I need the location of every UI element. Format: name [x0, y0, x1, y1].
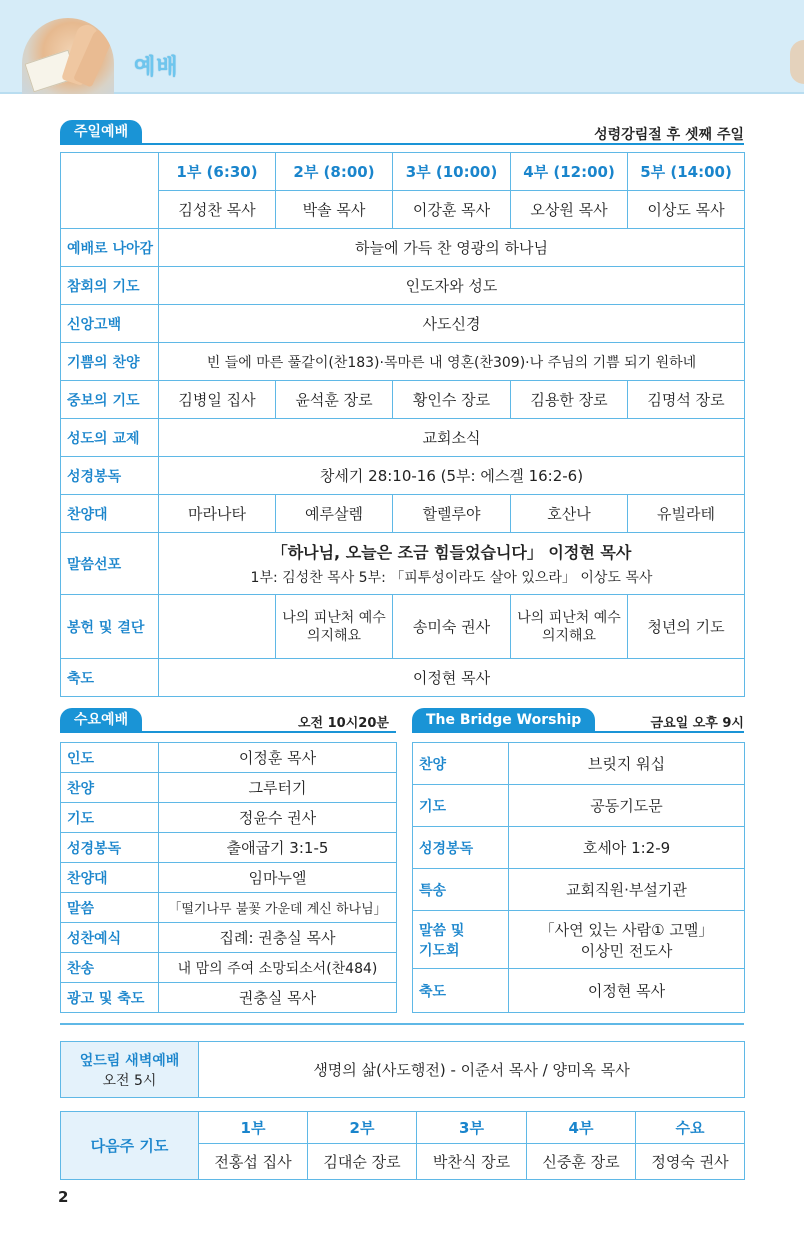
header-blank-cell [61, 153, 159, 229]
wed-label-8: 광고 및 축도 [61, 983, 159, 1013]
wed-value-0: 이정훈 목사 [159, 743, 397, 773]
fellowship-label: 성도의 교제 [61, 419, 159, 457]
fellowship-value: 교회소식 [159, 419, 745, 457]
wed-value-2: 정윤수 권사 [159, 803, 397, 833]
choir-3: 할렐루야 [393, 495, 511, 533]
confession-value: 인도자와 성도 [159, 267, 745, 305]
bridge-value-1: 공동기도문 [509, 785, 745, 827]
offering-label: 봉헌 및 결단 [61, 595, 159, 659]
pastor-1: 김성찬 목사 [159, 191, 276, 229]
bridge-label-5: 축도 [413, 969, 509, 1013]
next-prayer-name-5: 정영숙 권사 [636, 1144, 745, 1180]
wed-value-6: 집례: 권충실 목사 [159, 923, 397, 953]
dawn-table [60, 1041, 745, 1098]
next-prayer-name-3: 박찬식 장로 [417, 1144, 527, 1180]
pastor-4: 오상원 목사 [511, 191, 628, 229]
offering-1 [159, 595, 276, 659]
wednesday-time: 오전 10시20분 [298, 716, 389, 731]
next-prayer-header-1: 1부 [199, 1112, 308, 1144]
bridge-label-4-bottom: 기도회 [419, 942, 460, 959]
intercession-2: 윤석훈 장로 [276, 381, 393, 419]
header-banner [0, 0, 804, 94]
next-prayer-label: 다음주 기도 [61, 1112, 199, 1180]
wed-value-1: 그루터기 [159, 773, 397, 803]
choir-5: 유빌라테 [628, 495, 745, 533]
wednesday-tab-line [60, 731, 396, 733]
wed-label-6: 성찬예식 [61, 923, 159, 953]
bridge-label-4-top: 말씀 및 [419, 922, 465, 939]
wed-label-2: 기도 [61, 803, 159, 833]
wed-value-8: 권충실 목사 [159, 983, 397, 1013]
offering-5: 청년의 기도 [628, 595, 745, 659]
praise-value: 빈 들에 마른 풀같이(찬183)·목마른 내 영혼(찬309)·나 주님의 기쁨 되기 원하네 [159, 343, 745, 381]
offering-4: 나의 피난처 예수 의지해요 [511, 595, 628, 659]
dawn-title: 엎드림 새벽예배 [79, 1052, 180, 1069]
bridge-label-1: 기도 [413, 785, 509, 827]
dawn-value: 생명의 삶(사도행전) - 이준서 목사 / 양미옥 목사 [199, 1042, 745, 1098]
bridge-time: 금요일 오후 9시 [650, 716, 744, 731]
sermon-label: 말씀선포 [61, 533, 159, 595]
sermon-sub: 1부: 김성찬 목사 5부: 「피투성이라도 살아 있으라」 이상도 목사 [250, 570, 653, 586]
dawn-time: 오전 5시 [102, 1072, 157, 1089]
choir-2: 예루살렘 [276, 495, 393, 533]
page-title: 예배 [134, 55, 179, 80]
intercession-5: 김명석 장로 [628, 381, 745, 419]
wed-label-7: 찬송 [61, 953, 159, 983]
benediction-value: 이정현 목사 [159, 659, 745, 697]
bridge-tab: The Bridge Worship [412, 708, 595, 732]
wed-label-5: 말씀 [61, 893, 159, 923]
choir-label: 찬양대 [61, 495, 159, 533]
entrance-value: 하늘에 가득 찬 영광의 하나님 [159, 229, 745, 267]
bridge-label-0: 찬양 [413, 743, 509, 785]
choir-1: 마라나타 [159, 495, 276, 533]
confession-label: 참회의 기도 [61, 267, 159, 305]
intercession-4: 김용한 장로 [511, 381, 628, 419]
intercession-1: 김병일 집사 [159, 381, 276, 419]
entrance-label: 예배로 나아감 [61, 229, 159, 267]
praying-hands-image [22, 18, 114, 94]
next-prayer-header-2: 2부 [308, 1112, 417, 1144]
offering-2: 나의 피난처 예수 의지해요 [276, 595, 393, 659]
wed-label-4: 찬양대 [61, 863, 159, 893]
next-prayer-name-2: 김대순 장로 [308, 1144, 417, 1180]
bridge-label-3: 특송 [413, 869, 509, 911]
bridge-value-0: 브릿지 워십 [509, 743, 745, 785]
pastor-5: 이상도 목사 [628, 191, 745, 229]
service-1-header: 1부 (6:30) [159, 153, 276, 191]
service-4-header: 4부 (12:00) [511, 153, 628, 191]
sunday-table [60, 152, 745, 697]
creed-label: 신앙고백 [61, 305, 159, 343]
sunday-tab: 주일예배 [60, 120, 142, 144]
service-5-header: 5부 (14:00) [628, 153, 745, 191]
dawn-label-cell [61, 1042, 199, 1098]
sermon-cell [159, 533, 745, 595]
praise-label: 기쁨의 찬양 [61, 343, 159, 381]
sermon-main: 「하나님, 오늘은 조금 힘들었습니다」 이정현 목사 [271, 543, 632, 562]
next-prayer-header-3: 3부 [417, 1112, 527, 1144]
bridge-value-4-top: 「사연 있는 사람① 고멜」 [539, 920, 714, 939]
service-3-header: 3부 (10:00) [393, 153, 511, 191]
bridge-value-2: 호세아 1:2-9 [509, 827, 745, 869]
next-prayer-header-4: 4부 [527, 1112, 636, 1144]
bridge-table [412, 742, 745, 1013]
bridge-value-4-bottom: 이상민 전도사 [580, 941, 673, 960]
sunday-subtitle: 성령강림절 후 셋째 주일 [594, 127, 744, 143]
wed-label-1: 찬양 [61, 773, 159, 803]
pastor-2: 박솔 목사 [276, 191, 393, 229]
page-number: 2 [58, 1188, 69, 1206]
wed-value-7: 내 맘의 주여 소망되소서(찬484) [159, 953, 397, 983]
bridge-value-5: 이정현 목사 [509, 969, 745, 1013]
intercession-label: 중보의 기도 [61, 381, 159, 419]
wednesday-table [60, 742, 397, 1013]
bridge-label-2: 성경봉독 [413, 827, 509, 869]
creed-value: 사도신경 [159, 305, 745, 343]
pastor-3: 이강훈 목사 [393, 191, 511, 229]
next-prayer-table [60, 1111, 745, 1180]
reading-value: 창세기 28:10-16 (5부: 에스겔 16:2-6) [159, 457, 745, 495]
next-prayer-header-5: 수요 [636, 1112, 745, 1144]
wed-label-0: 인도 [61, 743, 159, 773]
wednesday-tab: 수요예배 [60, 708, 142, 732]
next-prayer-name-4: 신중훈 장로 [527, 1144, 636, 1180]
offering-3: 송미숙 권사 [393, 595, 511, 659]
wed-value-4: 임마누엘 [159, 863, 397, 893]
bridge-label-4 [413, 911, 509, 969]
intercession-3: 황인수 장로 [393, 381, 511, 419]
wed-value-3: 출애굽기 3:1-5 [159, 833, 397, 863]
choir-4: 호산나 [511, 495, 628, 533]
benediction-label: 축도 [61, 659, 159, 697]
wed-value-5: 「떨기나무 불꽃 가운데 계신 하나님」 [159, 893, 397, 923]
next-prayer-name-1: 전홍섭 집사 [199, 1144, 308, 1180]
section-divider [60, 1023, 744, 1025]
reading-label: 성경봉독 [61, 457, 159, 495]
service-2-header: 2부 (8:00) [276, 153, 393, 191]
corner-decoration [790, 40, 804, 84]
bridge-value-4 [509, 911, 745, 969]
bridge-tab-line [412, 731, 744, 733]
wed-label-3: 성경봉독 [61, 833, 159, 863]
bridge-value-3: 교회직원·부설기관 [509, 869, 745, 911]
